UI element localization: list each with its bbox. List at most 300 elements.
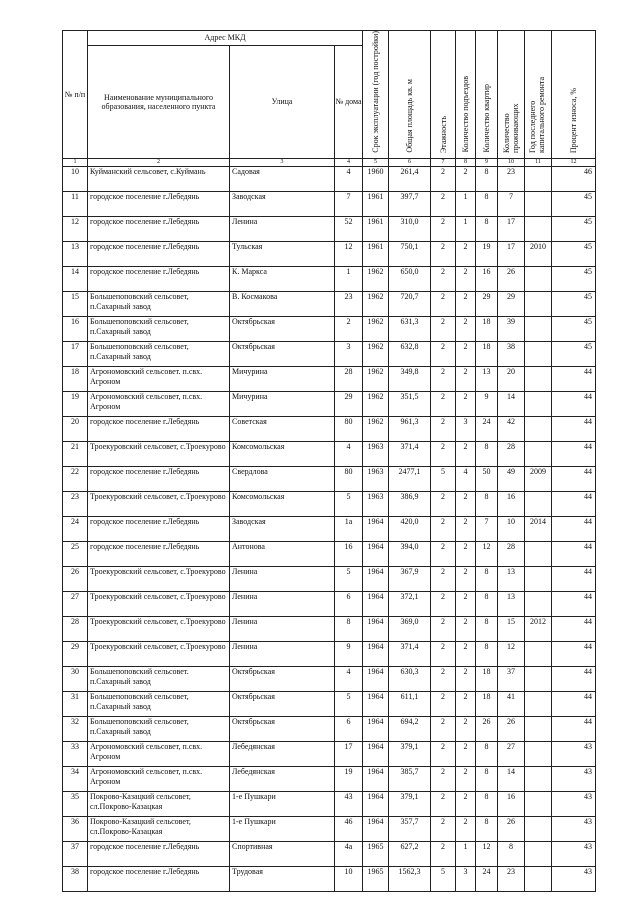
house-cell: 7	[335, 191, 363, 216]
house-cell: 16	[335, 541, 363, 566]
municipality-cell: Большепоповский сельсовет, п.Сахарный завод	[88, 341, 230, 366]
floors-cell: 2	[431, 366, 456, 391]
municipality-cell: Агрономовский сельсовет, п.свх. Агроном	[88, 766, 230, 791]
apartments-cell: 8	[476, 441, 498, 466]
table-row	[63, 816, 596, 841]
municipality-cell: городское поселение г.Лебедянь	[88, 466, 230, 491]
street-cell: Антонова	[230, 541, 335, 566]
house-cell: 12	[335, 241, 363, 266]
entrances-cell: 2	[456, 266, 476, 291]
street-cell: 1-е Пушкари	[230, 816, 335, 841]
floors-cell: 2	[431, 741, 456, 766]
area-cell: 632,8	[389, 341, 431, 366]
entrances-cell: 2	[456, 366, 476, 391]
area-cell: 1562,3	[389, 866, 431, 891]
municipality-cell: городское поселение г.Лебедянь	[88, 266, 230, 291]
repair-year-cell: 2012	[525, 616, 552, 641]
repair-year-cell	[525, 716, 552, 741]
wear-cell: 44	[552, 491, 596, 516]
apartments-cell: 7	[476, 516, 498, 541]
row-number: 20	[63, 416, 88, 441]
house-cell: 8	[335, 616, 363, 641]
municipality-cell: городское поселение г.Лебедянь	[88, 191, 230, 216]
entrances-cell: 2	[456, 291, 476, 316]
entrances-cell: 3	[456, 416, 476, 441]
apartments-cell: 18	[476, 316, 498, 341]
street-cell: 1-е Пушкари	[230, 791, 335, 816]
row-number: 36	[63, 816, 88, 841]
apartments-cell: 13	[476, 366, 498, 391]
house-cell: 5	[335, 566, 363, 591]
table-row	[63, 491, 596, 516]
column-number: 2	[88, 158, 230, 166]
header-year: Срок эксплуатации (год постройки)	[363, 31, 389, 159]
area-cell: 720,7	[389, 291, 431, 316]
wear-cell: 44	[552, 641, 596, 666]
street-cell: Лебедянская	[230, 741, 335, 766]
wear-cell: 44	[552, 516, 596, 541]
column-number: 1	[63, 158, 88, 166]
table-row	[63, 691, 596, 716]
street-cell: Заводская	[230, 516, 335, 541]
wear-cell: 44	[552, 691, 596, 716]
repair-year-cell	[525, 566, 552, 591]
residents-cell: 13	[498, 591, 525, 616]
header-apartments: Количество квартир	[476, 31, 498, 159]
floors-cell: 2	[431, 791, 456, 816]
repair-year-cell	[525, 791, 552, 816]
apartments-cell: 18	[476, 691, 498, 716]
floors-cell: 2	[431, 341, 456, 366]
column-number: 4	[335, 158, 363, 166]
year-cell: 1962	[363, 341, 389, 366]
residents-cell: 39	[498, 316, 525, 341]
residents-cell: 16	[498, 791, 525, 816]
year-cell: 1964	[363, 716, 389, 741]
wear-cell: 45	[552, 191, 596, 216]
house-cell: 4	[335, 666, 363, 691]
area-cell: 630,3	[389, 666, 431, 691]
area-cell: 631,3	[389, 316, 431, 341]
area-cell: 367,9	[389, 566, 431, 591]
apartments-cell: 26	[476, 716, 498, 741]
row-number: 27	[63, 591, 88, 616]
table-row	[63, 291, 596, 316]
header-house: № дома	[335, 45, 363, 158]
wear-cell: 43	[552, 741, 596, 766]
street-cell: Ленина	[230, 566, 335, 591]
table-row	[63, 566, 596, 591]
residents-cell: 26	[498, 716, 525, 741]
repair-year-cell	[525, 416, 552, 441]
wear-cell: 45	[552, 266, 596, 291]
municipality-cell: Троекуровский сельсовет, с.Троекурово	[88, 616, 230, 641]
repair-year-cell	[525, 216, 552, 241]
entrances-cell: 2	[456, 816, 476, 841]
house-cell: 9	[335, 641, 363, 666]
floors-cell: 2	[431, 516, 456, 541]
row-number: 32	[63, 716, 88, 741]
year-cell: 1963	[363, 441, 389, 466]
residents-cell: 14	[498, 391, 525, 416]
street-cell: Тульская	[230, 241, 335, 266]
row-number: 23	[63, 491, 88, 516]
wear-cell: 43	[552, 866, 596, 891]
area-cell: 750,1	[389, 241, 431, 266]
repair-year-cell	[525, 391, 552, 416]
entrances-cell: 2	[456, 716, 476, 741]
table-row	[63, 341, 596, 366]
row-number: 28	[63, 616, 88, 641]
entrances-cell: 2	[456, 741, 476, 766]
floors-cell: 2	[431, 291, 456, 316]
floors-cell: 2	[431, 841, 456, 866]
row-number: 18	[63, 366, 88, 391]
floors-cell: 2	[431, 816, 456, 841]
floors-cell: 2	[431, 316, 456, 341]
header-repair: Год последнего капитального ремонта	[525, 31, 552, 159]
house-cell: 28	[335, 366, 363, 391]
municipality-cell: Агрономовский сельсовет. п.свх. Агроном	[88, 366, 230, 391]
floors-cell: 2	[431, 691, 456, 716]
floors-cell: 2	[431, 216, 456, 241]
row-number: 26	[63, 566, 88, 591]
area-cell: 372,1	[389, 591, 431, 616]
street-cell: Октябрьская	[230, 691, 335, 716]
table-row	[63, 316, 596, 341]
row-number: 34	[63, 766, 88, 791]
area-cell: 379,1	[389, 791, 431, 816]
table-row	[63, 416, 596, 441]
wear-cell: 43	[552, 791, 596, 816]
residents-cell: 41	[498, 691, 525, 716]
street-cell: Заводская	[230, 191, 335, 216]
year-cell: 1965	[363, 841, 389, 866]
municipality-cell: городское поселение г.Лебедянь	[88, 416, 230, 441]
floors-cell: 5	[431, 866, 456, 891]
wear-cell: 45	[552, 316, 596, 341]
residents-cell: 38	[498, 341, 525, 366]
area-cell: 611,1	[389, 691, 431, 716]
entrances-cell: 2	[456, 591, 476, 616]
row-number: 15	[63, 291, 88, 316]
municipality-cell: Агрономовский сельсовет, п.свх. Агроном	[88, 391, 230, 416]
area-cell: 627,2	[389, 841, 431, 866]
apartments-cell: 18	[476, 341, 498, 366]
area-cell: 385,7	[389, 766, 431, 791]
column-number: 11	[525, 158, 552, 166]
wear-cell: 43	[552, 816, 596, 841]
wear-cell: 44	[552, 716, 596, 741]
column-number: 3	[230, 158, 335, 166]
table-row	[63, 666, 596, 691]
column-number: 6	[389, 158, 431, 166]
row-number: 13	[63, 241, 88, 266]
floors-cell: 2	[431, 491, 456, 516]
table-row	[63, 591, 596, 616]
municipality-cell: городское поселение г.Лебедянь	[88, 541, 230, 566]
table-row	[63, 616, 596, 641]
wear-cell: 45	[552, 241, 596, 266]
entrances-cell: 2	[456, 341, 476, 366]
street-cell: Октябрьская	[230, 341, 335, 366]
entrances-cell: 2	[456, 441, 476, 466]
header-wear: Процент износа, %	[552, 31, 596, 159]
house-cell: 5	[335, 491, 363, 516]
row-number: 10	[63, 166, 88, 191]
repair-year-cell	[525, 841, 552, 866]
apartments-cell: 8	[476, 191, 498, 216]
area-cell: 357,7	[389, 816, 431, 841]
row-number: 33	[63, 741, 88, 766]
apartments-cell: 8	[476, 616, 498, 641]
house-cell: 4а	[335, 841, 363, 866]
municipality-cell: Троекуровский сельсовет, с.Троекурово	[88, 491, 230, 516]
repair-year-cell: 2010	[525, 241, 552, 266]
entrances-cell: 1	[456, 191, 476, 216]
apartments-cell: 8	[476, 816, 498, 841]
floors-cell: 2	[431, 391, 456, 416]
street-cell: Мичурина	[230, 391, 335, 416]
entrances-cell: 2	[456, 791, 476, 816]
apartments-cell: 8	[476, 491, 498, 516]
repair-year-cell	[525, 441, 552, 466]
municipality-cell: Большепоповский сельсовет. п.Сахарный завод	[88, 666, 230, 691]
header-address: Адрес МКД	[88, 31, 363, 46]
house-cell: 80	[335, 416, 363, 441]
table-row	[63, 841, 596, 866]
entrances-cell: 1	[456, 841, 476, 866]
year-cell: 1964	[363, 566, 389, 591]
house-cell: 19	[335, 766, 363, 791]
wear-cell: 45	[552, 341, 596, 366]
floors-cell: 2	[431, 541, 456, 566]
year-cell: 1962	[363, 391, 389, 416]
floors-cell: 2	[431, 641, 456, 666]
housing-table	[62, 30, 596, 892]
apartments-cell: 18	[476, 666, 498, 691]
table-row	[63, 191, 596, 216]
year-cell: 1965	[363, 866, 389, 891]
year-cell: 1961	[363, 191, 389, 216]
apartments-cell: 8	[476, 566, 498, 591]
repair-year-cell	[525, 341, 552, 366]
row-number: 30	[63, 666, 88, 691]
table-row	[63, 466, 596, 491]
house-cell: 17	[335, 741, 363, 766]
street-cell: Октябрьская	[230, 316, 335, 341]
residents-cell: 7	[498, 191, 525, 216]
table-row	[63, 766, 596, 791]
municipality-cell: городское поселение г.Лебедянь	[88, 516, 230, 541]
column-number: 9	[476, 158, 498, 166]
wear-cell: 44	[552, 466, 596, 491]
area-cell: 310,0	[389, 216, 431, 241]
year-cell: 1962	[363, 316, 389, 341]
house-cell: 80	[335, 466, 363, 491]
municipality-cell: Куйманский сельсовет, с.Куймань	[88, 166, 230, 191]
house-cell: 2	[335, 316, 363, 341]
residents-cell: 23	[498, 866, 525, 891]
street-cell: Садовая	[230, 166, 335, 191]
wear-cell: 44	[552, 566, 596, 591]
area-cell: 694,2	[389, 716, 431, 741]
house-cell: 4	[335, 166, 363, 191]
table-row	[63, 866, 596, 891]
apartments-cell: 16	[476, 266, 498, 291]
residents-cell: 42	[498, 416, 525, 441]
municipality-cell: Покрово-Казацкий сельсовет, сл.Покрово-Казацкая	[88, 791, 230, 816]
apartments-cell: 24	[476, 866, 498, 891]
house-cell: 43	[335, 791, 363, 816]
residents-cell: 26	[498, 266, 525, 291]
house-cell: 5	[335, 691, 363, 716]
row-number: 25	[63, 541, 88, 566]
repair-year-cell	[525, 641, 552, 666]
table-row	[63, 516, 596, 541]
repair-year-cell: 2009	[525, 466, 552, 491]
residents-cell: 29	[498, 291, 525, 316]
residents-cell: 15	[498, 616, 525, 641]
table-row	[63, 791, 596, 816]
year-cell: 1962	[363, 291, 389, 316]
entrances-cell: 4	[456, 466, 476, 491]
house-cell: 6	[335, 716, 363, 741]
wear-cell: 44	[552, 666, 596, 691]
floors-cell: 2	[431, 666, 456, 691]
floors-cell: 2	[431, 441, 456, 466]
house-cell: 23	[335, 291, 363, 316]
floors-cell: 5	[431, 466, 456, 491]
street-cell: Октябрьская	[230, 666, 335, 691]
header-floors: Этажность	[431, 31, 456, 159]
column-number: 5	[363, 158, 389, 166]
apartments-cell: 8	[476, 791, 498, 816]
residents-cell: 17	[498, 241, 525, 266]
column-number: 8	[456, 158, 476, 166]
residents-cell: 27	[498, 741, 525, 766]
repair-year-cell	[525, 166, 552, 191]
year-cell: 1964	[363, 766, 389, 791]
area-cell: 371,4	[389, 441, 431, 466]
year-cell: 1964	[363, 791, 389, 816]
residents-cell: 49	[498, 466, 525, 491]
floors-cell: 2	[431, 241, 456, 266]
year-cell: 1964	[363, 516, 389, 541]
repair-year-cell	[525, 866, 552, 891]
row-number: 38	[63, 866, 88, 891]
year-cell: 1963	[363, 466, 389, 491]
municipality-cell: Агрономовский сельсовет, п.свх. Агроном	[88, 741, 230, 766]
apartments-cell: 50	[476, 466, 498, 491]
table-row	[63, 716, 596, 741]
entrances-cell: 1	[456, 216, 476, 241]
floors-cell: 2	[431, 416, 456, 441]
wear-cell: 44	[552, 366, 596, 391]
entrances-cell: 3	[456, 866, 476, 891]
repair-year-cell	[525, 591, 552, 616]
table-row	[63, 166, 596, 191]
apartments-cell: 8	[476, 166, 498, 191]
repair-year-cell	[525, 316, 552, 341]
house-cell: 52	[335, 216, 363, 241]
apartments-cell: 12	[476, 841, 498, 866]
area-cell: 379,1	[389, 741, 431, 766]
entrances-cell: 2	[456, 541, 476, 566]
header-street: Улица	[230, 45, 335, 158]
municipality-cell: Троекуровский сельсовет, с.Троекурово	[88, 441, 230, 466]
street-cell: Ленина	[230, 616, 335, 641]
street-cell: Октябрьская	[230, 716, 335, 741]
year-cell: 1962	[363, 366, 389, 391]
street-cell: Ленина	[230, 591, 335, 616]
entrances-cell: 2	[456, 691, 476, 716]
floors-cell: 2	[431, 591, 456, 616]
entrances-cell: 2	[456, 516, 476, 541]
wear-cell: 44	[552, 441, 596, 466]
area-cell: 394,0	[389, 541, 431, 566]
area-cell: 261,4	[389, 166, 431, 191]
area-cell: 2477,1	[389, 466, 431, 491]
apartments-cell: 8	[476, 591, 498, 616]
header-n: № п/п	[63, 31, 88, 159]
residents-cell: 14	[498, 766, 525, 791]
wear-cell: 44	[552, 391, 596, 416]
table-row	[63, 241, 596, 266]
wear-cell: 44	[552, 591, 596, 616]
residents-cell: 28	[498, 441, 525, 466]
header-entrances: Количество подъездов	[456, 31, 476, 159]
year-cell: 1964	[363, 616, 389, 641]
floors-cell: 2	[431, 716, 456, 741]
year-cell: 1960	[363, 166, 389, 191]
area-cell: 349,8	[389, 366, 431, 391]
area-cell: 369,0	[389, 616, 431, 641]
residents-cell: 17	[498, 216, 525, 241]
residents-cell: 37	[498, 666, 525, 691]
repair-year-cell	[525, 191, 552, 216]
house-cell: 6	[335, 591, 363, 616]
entrances-cell: 2	[456, 641, 476, 666]
residents-cell: 26	[498, 816, 525, 841]
residents-cell: 16	[498, 491, 525, 516]
wear-cell: 46	[552, 166, 596, 191]
municipality-cell: Большепоповский сельсовет, п.Сахарный завод	[88, 691, 230, 716]
house-cell: 1	[335, 266, 363, 291]
repair-year-cell	[525, 491, 552, 516]
row-number: 14	[63, 266, 88, 291]
year-cell: 1964	[363, 666, 389, 691]
area-cell: 650,0	[389, 266, 431, 291]
house-cell: 1а	[335, 516, 363, 541]
year-cell: 1964	[363, 591, 389, 616]
entrances-cell: 2	[456, 616, 476, 641]
apartments-cell: 19	[476, 241, 498, 266]
residents-cell: 8	[498, 841, 525, 866]
entrances-cell: 2	[456, 491, 476, 516]
table-row	[63, 391, 596, 416]
column-number: 10	[498, 158, 525, 166]
street-cell: Лебедянская	[230, 766, 335, 791]
street-cell: Трудовая	[230, 866, 335, 891]
year-cell: 1964	[363, 741, 389, 766]
year-cell: 1961	[363, 241, 389, 266]
residents-cell: 23	[498, 166, 525, 191]
row-number: 17	[63, 341, 88, 366]
header-municipality: Наименование муниципального образования, населенного пункта	[88, 45, 230, 158]
column-number: 7	[431, 158, 456, 166]
apartments-cell: 24	[476, 416, 498, 441]
